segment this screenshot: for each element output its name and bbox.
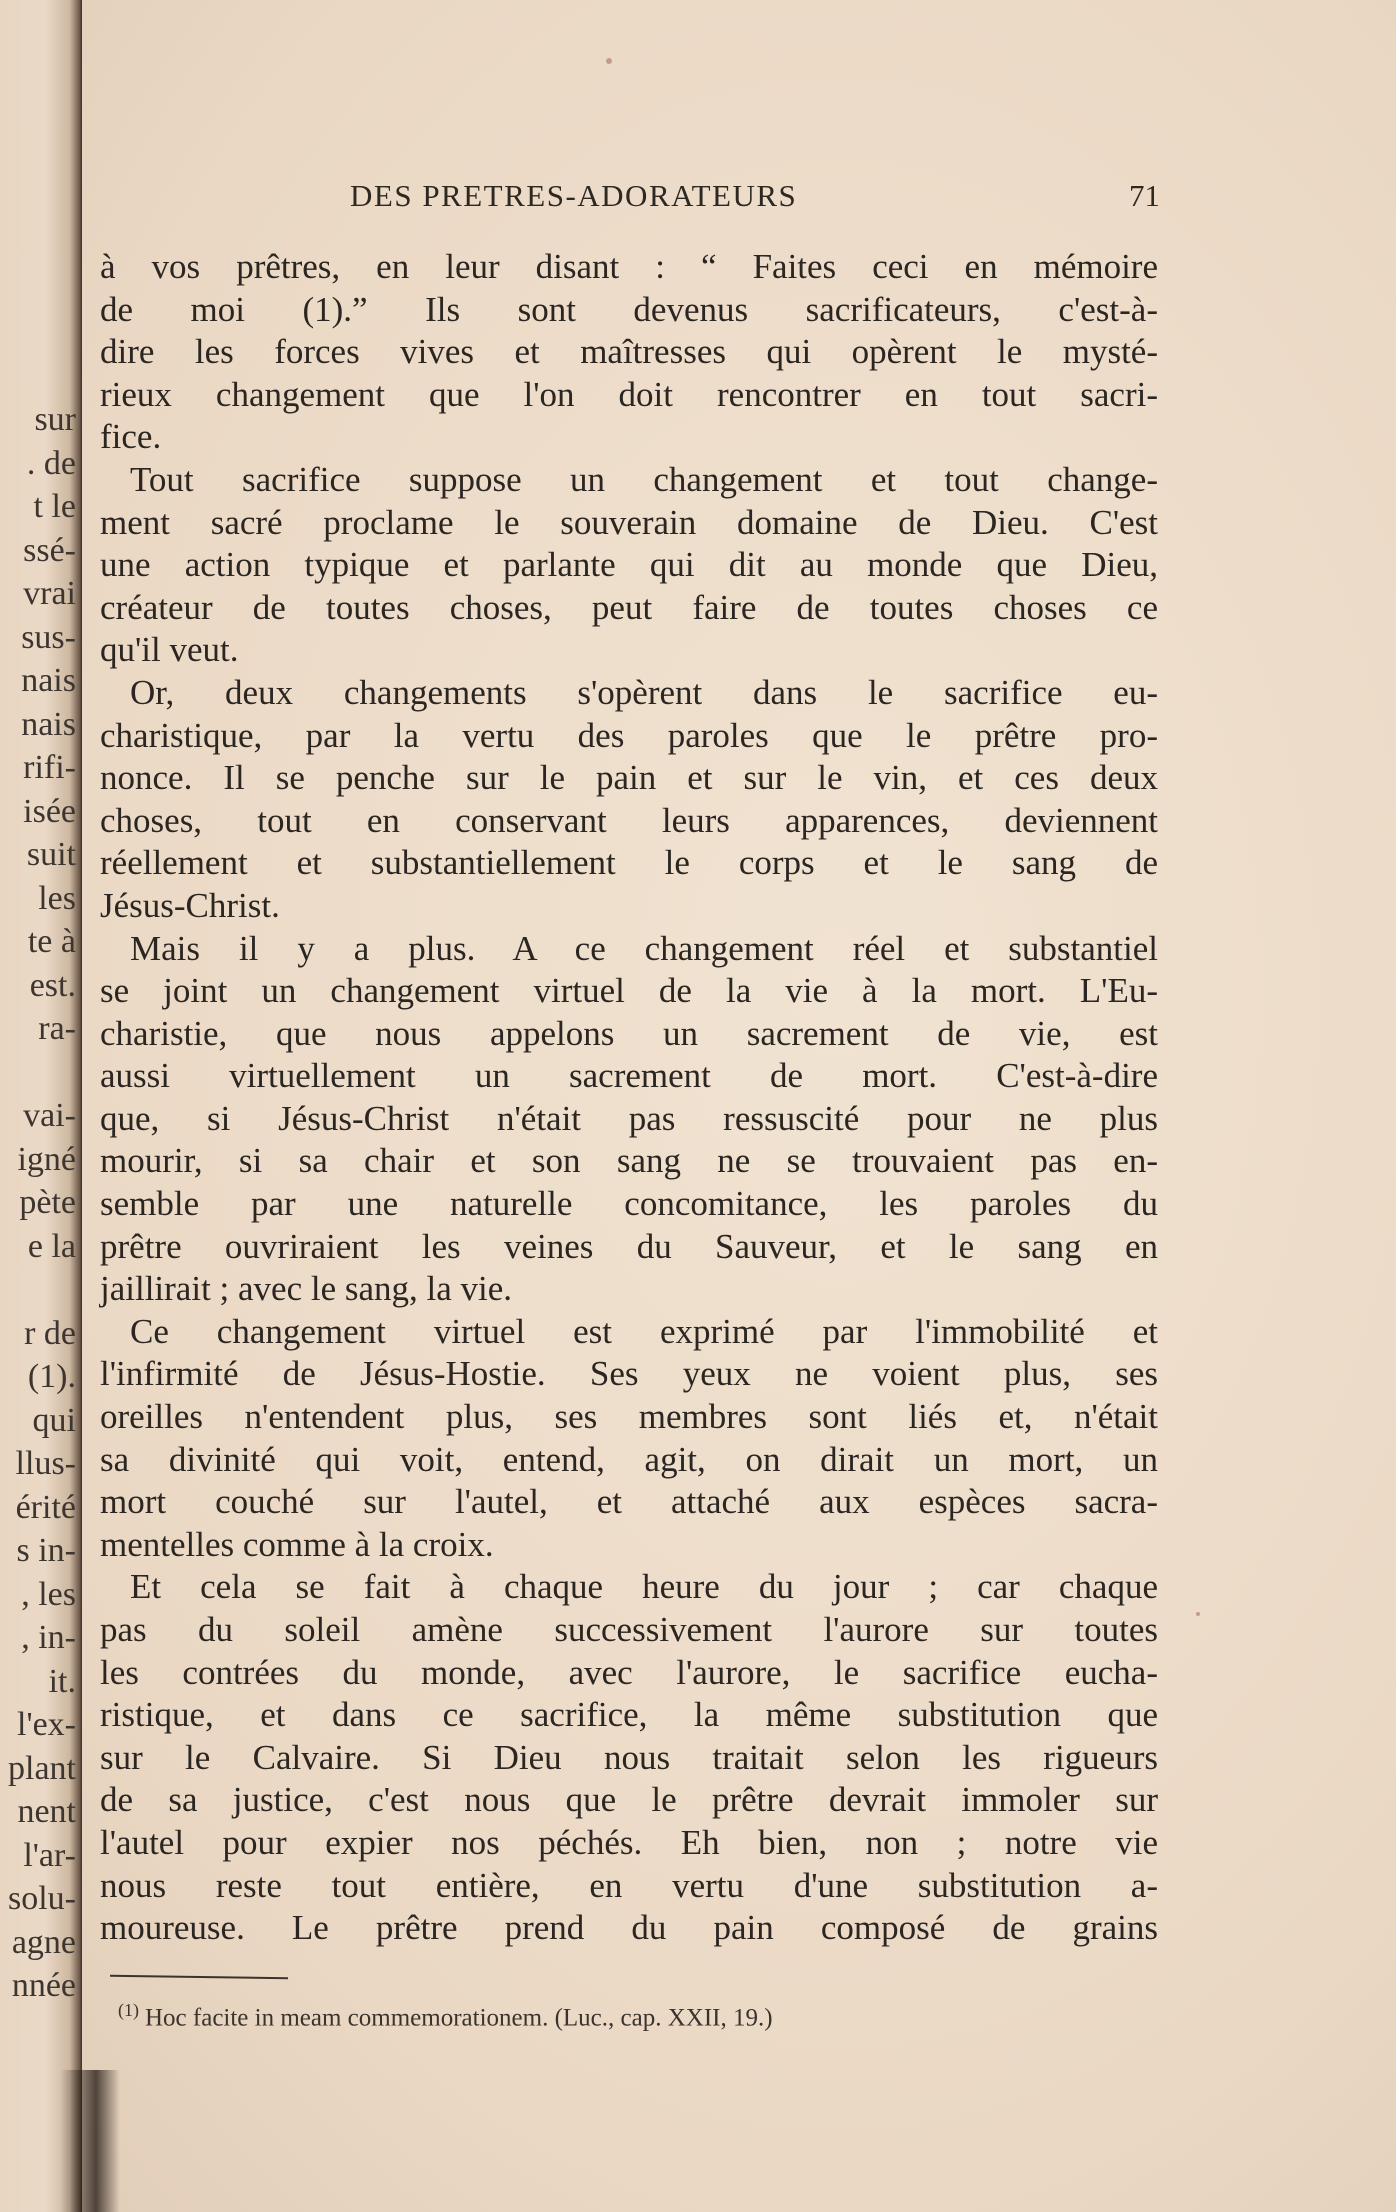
paper-speck xyxy=(606,58,612,64)
bleed-line: (1). xyxy=(27,1358,76,1395)
bleed-line: suit xyxy=(26,836,76,873)
text-line: Jésus-Christ. xyxy=(100,885,280,925)
bleed-line: r de xyxy=(24,1314,76,1352)
bleed-line: nais xyxy=(21,662,76,699)
running-head: DES PRETRES-ADORATEURS xyxy=(350,178,798,213)
bleed-line: s in- xyxy=(16,1532,76,1569)
footnote-text: Hoc facite in meam commemorationem. (Luc., cap. XXII, 19.) xyxy=(145,2004,773,2032)
bleed-line: rifi- xyxy=(23,749,76,786)
bleed-line: sur xyxy=(34,401,76,438)
text-line: Tout sacrifice suppose un changement et tout change- xyxy=(130,459,1158,499)
bleed-line: agne xyxy=(11,1923,76,1961)
text-line: mentelles comme à la croix. xyxy=(100,1524,494,1564)
bleed-line: qui xyxy=(32,1401,76,1439)
text-line: créateur de toutes choses, peut faire de toutes choses ce xyxy=(100,587,1158,627)
bleed-line: nnée xyxy=(11,1967,76,2004)
bleed-line: llus- xyxy=(15,1445,76,1482)
bleed-line: érité xyxy=(15,1488,76,1526)
text-line: de sa justice, c'est nous que le prêtre devrait immoler sur xyxy=(100,1780,1158,1820)
bleed-line: nent xyxy=(17,1793,76,1830)
text-line: sa divinité qui voit, entend, agit, on dirait un mort, un xyxy=(100,1439,1158,1479)
text-line: charistique, par la vertu des paroles que le prêtre pro- xyxy=(100,715,1158,755)
bleed-line: , les xyxy=(21,1575,76,1613)
text-line: aussi virtuellement un sacrement de mort. C'est-à-dire xyxy=(100,1056,1158,1096)
text-line: à vos prêtres, en leur disant : “ Faites ceci en mémoire xyxy=(100,247,1158,286)
text-line: que, si Jésus-Christ n'était pas ressuscité pour ne plus xyxy=(100,1098,1158,1138)
text-line: de moi (1).” Ils sont devenus sacrificateurs, c'est-à- xyxy=(100,289,1158,329)
facing-page-bleed-text xyxy=(0,398,80,2008)
text-line: l'infirmité de Jésus-Hostie. Ses yeux ne voient plus, ses xyxy=(100,1354,1158,1394)
bleed-line: ra- xyxy=(38,1010,76,1047)
text-line: charistie, que nous appelons un sacrement de vie, est xyxy=(100,1013,1158,1053)
body-text xyxy=(100,246,1158,1950)
text-line: une action typique et parlante qui dit au monde que Dieu, xyxy=(100,545,1158,585)
bleed-line: plant xyxy=(8,1749,76,1787)
footnote xyxy=(118,2000,1118,2032)
bleed-line: igné xyxy=(17,1140,76,1178)
text-line: Or, deux changements s'opèrent dans le sacrifice eu- xyxy=(130,672,1158,712)
footnote-rule xyxy=(110,1975,288,1979)
gutter-shadow xyxy=(60,2070,120,2212)
text-line: mourir, si sa chair et son sang ne se trouvaient pas en- xyxy=(100,1141,1158,1181)
text-line: réellement et substantiellement le corps et le sang de xyxy=(100,843,1158,883)
bleed-line xyxy=(0,1268,80,1312)
bleed-line: l'ar- xyxy=(23,1836,76,1874)
text-line: moureuse. Le prêtre prend du pain composé de grains xyxy=(100,1908,1158,1948)
bleed-line: l'ex- xyxy=(17,1706,76,1743)
bleed-line: nais xyxy=(21,705,76,743)
text-line: Ce changement virtuel est exprimé par l'immobilité et xyxy=(130,1311,1158,1351)
text-line: Et cela se fait à chaque heure du jour ; car chaque xyxy=(130,1567,1158,1607)
text-line: dire les forces vives et maîtresses qui opèrent le mysté- xyxy=(100,332,1158,372)
bleed-line: . de xyxy=(26,444,76,482)
bleed-line: t le xyxy=(33,488,76,525)
text-line: choses, tout en conservant leurs apparences, deviennent xyxy=(100,800,1158,840)
bleed-line: it. xyxy=(48,1662,76,1700)
bleed-line: e la xyxy=(27,1227,76,1265)
text-line: qu'il veut. xyxy=(100,630,239,670)
text-line: pas du soleil amène successivement l'aurore sur toutes xyxy=(100,1610,1158,1649)
text-line: fice. xyxy=(100,417,162,457)
bleed-line: pète xyxy=(19,1184,76,1221)
text-line: se joint un changement virtuel de la vie à la mort. L'Eu- xyxy=(100,971,1158,1011)
text-line: les contrées du monde, avec l'aurore, le sacrifice eucha- xyxy=(100,1652,1158,1692)
bleed-line: solu- xyxy=(8,1880,76,1917)
bleed-line: les xyxy=(38,879,76,917)
paper-speck xyxy=(1196,1612,1200,1616)
text-line: Mais il y a plus. A ce changement réel et substantiel xyxy=(130,928,1158,968)
bleed-line: isée xyxy=(23,792,76,830)
bleed-line: ssé- xyxy=(23,531,76,569)
bleed-line: vrai xyxy=(23,575,76,612)
bleed-line: sus- xyxy=(21,618,76,656)
bleed-line: te à xyxy=(27,923,76,960)
text-line: ristique, et dans ce sacrifice, la même substitution que xyxy=(100,1695,1158,1735)
text-line: l'autel pour expier nos péchés. Eh bien, non ; notre vie xyxy=(100,1822,1158,1862)
text-line: rieux changement que l'on doit rencontrer en tout sacri- xyxy=(100,374,1158,414)
text-line: ment sacré proclame le souverain domaine de Dieu. C'est xyxy=(100,502,1158,542)
text-line: jaillirait ; avec le sang, la vie. xyxy=(100,1269,513,1309)
text-line: oreilles n'entendent plus, ses membres sont liés et, n'était xyxy=(100,1397,1158,1437)
page-header xyxy=(350,178,1160,222)
text-line: nous reste tout entière, en vertu d'une substitution a- xyxy=(100,1865,1158,1905)
bleed-line: est. xyxy=(29,966,76,1004)
bleed-line xyxy=(0,1051,80,1095)
bleed-line: , in- xyxy=(21,1619,76,1656)
text-line: sur le Calvaire. Si Dieu nous traitait selon les rigueurs xyxy=(100,1737,1158,1777)
text-line: nonce. Il se penche sur le pain et sur le vin, et ces deux xyxy=(100,758,1158,798)
text-line: mort couché sur l'autel, et attaché aux espèces sacra- xyxy=(100,1482,1158,1522)
footnote-marker: (1) xyxy=(118,2000,139,2020)
text-line: prêtre ouvriraient les veines du Sauveur, et le sang en xyxy=(100,1226,1158,1266)
bleed-line: vai- xyxy=(23,1097,76,1134)
page-number: 71 xyxy=(1129,178,1160,213)
text-line: semble par une naturelle concomitance, les paroles du xyxy=(100,1184,1158,1224)
